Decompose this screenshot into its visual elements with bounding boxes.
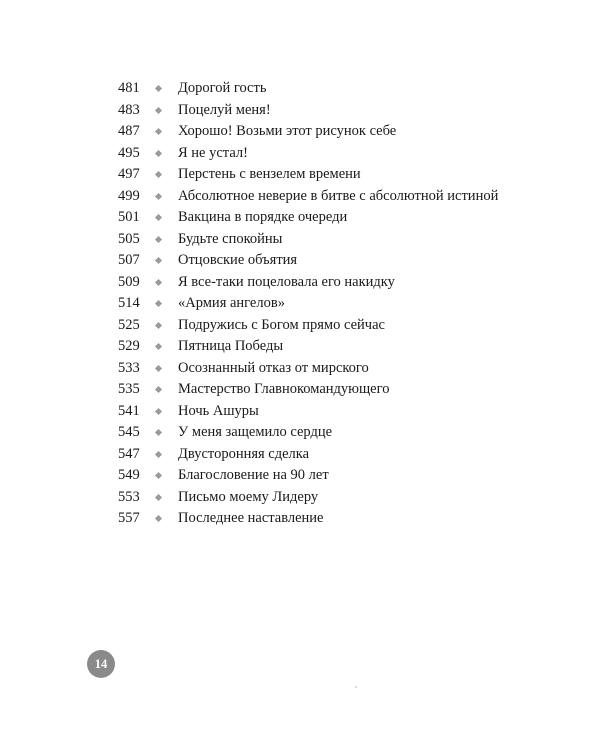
diamond-bullet-icon <box>155 386 162 393</box>
diamond-bullet-icon <box>155 450 162 457</box>
toc-entry[interactable] <box>0 444 600 466</box>
toc-title: Будьте спокойны <box>178 230 283 247</box>
diamond-bullet-icon <box>155 321 162 328</box>
toc-title: Я все-таки поцеловала его накидку <box>178 273 395 290</box>
toc-entry[interactable] <box>0 272 600 294</box>
toc-page-number: 483 <box>118 101 140 118</box>
toc-entry[interactable] <box>0 401 600 423</box>
diamond-bullet-icon <box>155 515 162 522</box>
toc-entry[interactable] <box>0 358 600 380</box>
toc-entry[interactable] <box>0 379 600 401</box>
table-of-contents <box>0 78 600 530</box>
toc-title: «Армия ангелов» <box>178 295 285 311</box>
toc-title: Осознанный отказ от мирского <box>178 359 369 376</box>
toc-page-number: 525 <box>118 316 140 333</box>
toc-page-number: 487 <box>118 123 140 139</box>
toc-page-number: 505 <box>118 230 140 247</box>
toc-entry[interactable] <box>0 315 600 337</box>
toc-entry[interactable] <box>0 143 600 165</box>
diamond-bullet-icon <box>155 364 162 371</box>
toc-entry[interactable] <box>0 164 600 186</box>
toc-page-number: 553 <box>118 488 140 505</box>
diamond-bullet-icon <box>155 343 162 350</box>
toc-page-number: 557 <box>118 510 140 526</box>
diamond-bullet-icon <box>155 171 162 178</box>
toc-page-number: 547 <box>118 445 140 462</box>
toc-title: Перстень с вензелем времени <box>178 166 361 182</box>
toc-entry[interactable] <box>0 422 600 444</box>
print-speck <box>355 686 357 688</box>
diamond-bullet-icon <box>155 300 162 307</box>
toc-entry[interactable] <box>0 121 600 143</box>
toc-page-number: 501 <box>118 209 140 225</box>
toc-title: Вакцина в порядке очереди <box>178 209 348 225</box>
toc-entry[interactable] <box>0 293 600 315</box>
toc-title: Дорогой гость <box>178 80 267 96</box>
toc-title: Последнее наставление <box>178 510 324 526</box>
toc-title: Отцовские объятия <box>178 252 298 268</box>
page-number-badge: 14 <box>87 650 115 678</box>
toc-page-number: 514 <box>118 295 140 311</box>
toc-page-number: 481 <box>118 80 140 96</box>
toc-page-number: 545 <box>118 424 140 440</box>
toc-page-number: 499 <box>118 187 140 204</box>
diamond-bullet-icon <box>155 214 162 221</box>
toc-title: Ночь Ашуры <box>178 402 259 419</box>
toc-title: Пятница Победы <box>178 338 284 354</box>
toc-entry[interactable] <box>0 78 600 100</box>
diamond-bullet-icon <box>155 407 162 414</box>
toc-title: Мастерство Главнокомандующего <box>178 381 390 397</box>
diamond-bullet-icon <box>155 257 162 264</box>
diamond-bullet-icon <box>155 472 162 479</box>
toc-page-number: 535 <box>118 381 140 397</box>
diamond-bullet-icon <box>155 192 162 199</box>
toc-page-number: 509 <box>118 273 140 290</box>
toc-page-number: 533 <box>118 359 140 376</box>
toc-title: Письмо моему Лидеру <box>178 488 319 505</box>
toc-page-number: 497 <box>118 166 140 182</box>
toc-title: Абсолютное неверие в битве с абсолютной истиной <box>178 187 499 204</box>
toc-page-number: 507 <box>118 252 140 268</box>
toc-page-number: 549 <box>118 467 140 483</box>
toc-title: Двусторонняя сделка <box>178 445 310 462</box>
diamond-bullet-icon <box>155 128 162 135</box>
diamond-bullet-icon <box>155 149 162 156</box>
toc-entry[interactable] <box>0 250 600 272</box>
toc-title: Поцелуй меня! <box>178 101 271 118</box>
toc-entry[interactable] <box>0 336 600 358</box>
toc-entry[interactable] <box>0 100 600 122</box>
diamond-bullet-icon <box>155 85 162 92</box>
toc-entry[interactable] <box>0 487 600 509</box>
toc-title: У меня защемило сердце <box>178 424 333 440</box>
toc-entry[interactable] <box>0 465 600 487</box>
toc-title: Подружись с Богом прямо сейчас <box>178 316 385 333</box>
toc-entry[interactable] <box>0 186 600 208</box>
diamond-bullet-icon <box>155 493 162 500</box>
diamond-bullet-icon <box>155 429 162 436</box>
diamond-bullet-icon <box>155 106 162 113</box>
toc-title: Хорошо! Возьми этот рисунок себе <box>178 123 397 139</box>
toc-entry[interactable] <box>0 207 600 229</box>
toc-title: Благословение на 90 лет <box>178 467 329 483</box>
toc-page-number: 529 <box>118 338 140 354</box>
toc-page-number: 541 <box>118 402 140 419</box>
toc-page-number: 495 <box>118 144 140 161</box>
toc-entry[interactable] <box>0 508 600 530</box>
diamond-bullet-icon <box>155 278 162 285</box>
diamond-bullet-icon <box>155 235 162 242</box>
toc-entry[interactable] <box>0 229 600 251</box>
toc-title: Я не устал! <box>178 144 248 161</box>
